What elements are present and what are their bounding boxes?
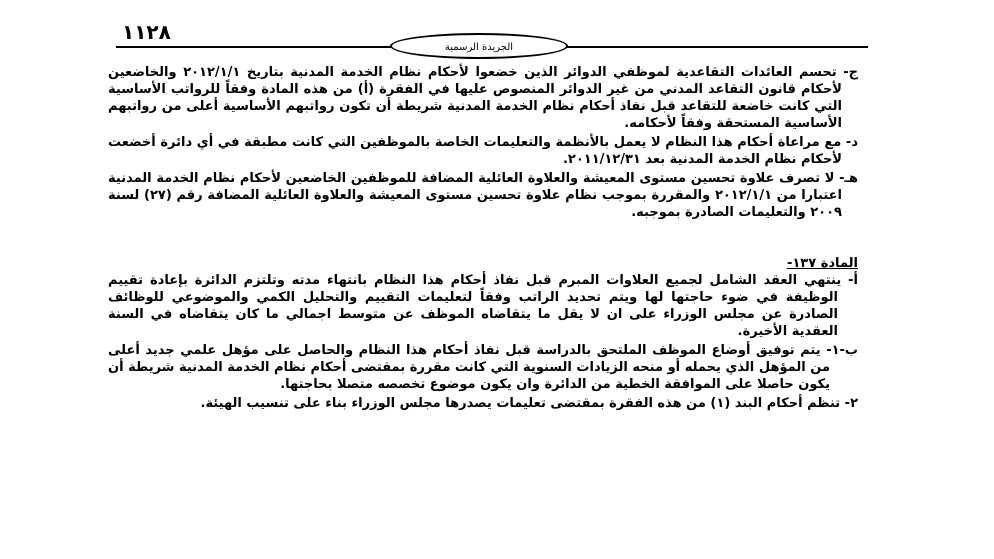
article-137-title: المادة ١٣٧- xyxy=(786,256,858,271)
article-137-paragraph-b1: ب-١- يتم توفيق أوضاع الموظف الملتحق بالدراسة قبل نفاذ أحكام هذا النظام والحاصل على مؤهل علمي جديد أعلى من المؤهل الذي يحمله أو منحه الزيادات السنوية التي كانت مقررة بمقتضى أحكام نظام الخدمة المدنية شريطة أن يكون حاصلا على الموافقة الخطية من الدائرة وان يكون موضوع تخصصه متصلا بحاجتها. xyxy=(108,343,858,392)
article-137-paragraph-b2: ٢- تنظم أحكام البند (١) من هذه الفقرة بمقتضى تعليمات يصدرها مجلس الوزراء بناء على تنسيب الهيئة. xyxy=(200,396,858,411)
paragraph-j: ج- تحسم العائدات التقاعدية لموظفي الدوائر الذين خضعوا لأحكام نظام الخدمة المدنية بتاريخ ٢٠١٢/١/١ والخاضعين لأحكام قانون التقاعد المدني من غير الدوائر المنصوص عليها في الفقرة (أ) من هذه المادة وفقاً للرواتب الأساسية التي كانت خاضعة للتقاعد قبل نفاذ أحكام نظام الخدمة المدنية شريطة أن تكون رواتبهم الأساسية أعلى من رواتبهم الأساسية المستحقة وفقاً لأحكامه. xyxy=(108,65,858,131)
article-137-paragraph-a: أ- ينتهي العقد الشامل لجميع العلاوات المبرم قبل نفاذ أحكام هذا النظام بانتهاء مدته وتلتزم الدائرة بإعادة تقييم الوظيفة في ضوء حاجتها لها ويتم تحديد الراتب وفقاً لتعليمات التقييم والتحليل الكمي والموضوعي للوظائف الصادرة عن مجلس الوزراء على ان لا يقل ما يتقاضاه الموظف عن متوسط اجمالي ما كان يتقاضاه في السنة العقدية الأخيرة. xyxy=(108,273,858,339)
header-oval-title: الجريدة الرسمية xyxy=(390,33,568,59)
paragraph-h: هـ- لا تصرف علاوة تحسين مستوى المعيشة والعلاوة العائلية المضافة للموظفين الخاضعين لأحكام نظام الخدمة المدنية اعتبارا من ٢٠١٢/١/١ والمقررة بموجب نظام علاوة تحسين مستوى المعيشة والعلاوة العائلية المضافة رقم (٢٧) لسنة ٢٠٠٩ والتعليمات الصادرة بموجبه. xyxy=(108,171,858,220)
paragraph-d: د- مع مراعاة أحكام هذا النظام لا يعمل بالأنظمة والتعليمات الخاصة بالموظفين التي كانت مطبقة في أي دائرة أخضعت لأحكام نظام الخدمة المدنية بعد ٢٠١١/١٢/٣١. xyxy=(108,135,858,167)
document-body xyxy=(108,64,858,412)
page-number: ١١٢٨ xyxy=(122,20,171,44)
